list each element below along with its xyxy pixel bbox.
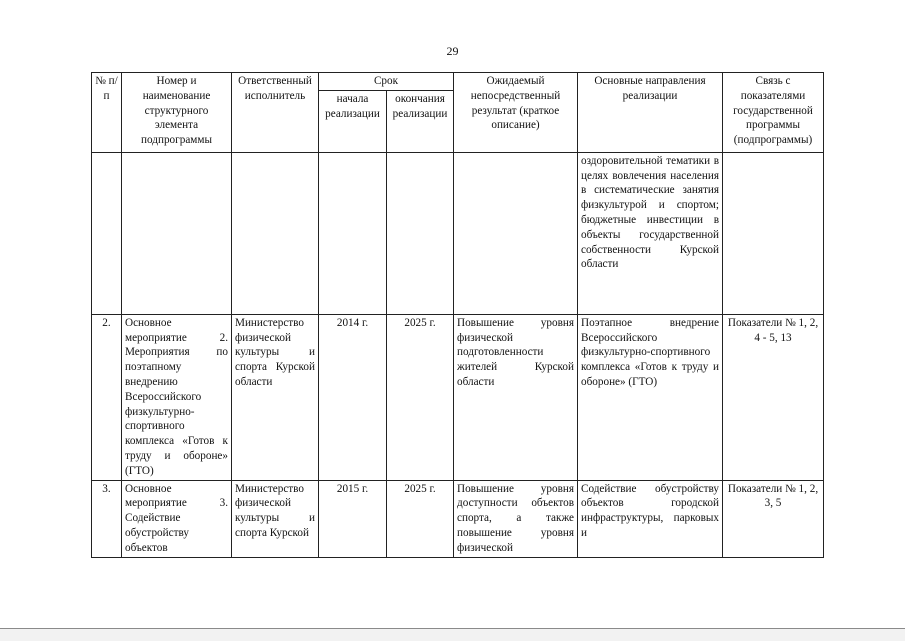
cell-directions: Поэтапное внедрение Всероссийского физкультурно-спортивного комплекса «Готов к труду и обороне» (ГТО)	[578, 314, 723, 480]
cell-end: 2025 г.	[387, 480, 454, 557]
cell-num	[92, 152, 122, 314]
cell-num: 2.	[92, 314, 122, 480]
scan-bottom-edge	[0, 628, 905, 641]
cell-directions: Содействие обустройству объектов городской инфраструктуры, парковых и	[578, 480, 723, 557]
cell-start: 2015 г.	[319, 480, 387, 557]
cell-link: Показатели № 1, 2, 4 - 5, 13	[723, 314, 824, 480]
page-number: 29	[446, 44, 459, 58]
cell-executor: Министерство физической культуры и спорта Курской	[232, 480, 319, 557]
header-term: Срок	[319, 73, 454, 91]
table-row	[92, 480, 824, 557]
cell-result	[454, 152, 578, 314]
cell-link: Показатели № 1, 2, 3, 5	[723, 480, 824, 557]
header-row	[92, 73, 824, 91]
header-executor: Ответственный исполнитель	[232, 73, 319, 153]
header-num: № п/п	[92, 73, 122, 153]
cell-start	[319, 152, 387, 314]
cell-end: 2025 г.	[387, 314, 454, 480]
header-link: Связь с показателями государственной программы (подпрограммы)	[723, 73, 824, 153]
cell-result: Повышение уровня доступности объектов спорта, а также повышение уровня физической	[454, 480, 578, 557]
program-table	[91, 72, 824, 558]
cell-executor: Министерство физической культуры и спорта Курской области	[232, 314, 319, 480]
header-result: Ожидаемый непосредственный результат (краткое описание)	[454, 73, 578, 153]
table-row	[92, 152, 824, 314]
cell-result: Повышение уровня физической подготовленности жителей Курской области	[454, 314, 578, 480]
cell-num: 3.	[92, 480, 122, 557]
cell-start: 2014 г.	[319, 314, 387, 480]
cell-executor	[232, 152, 319, 314]
table-row	[92, 314, 824, 480]
cell-element	[122, 152, 232, 314]
header-directions: Основные направления реализации	[578, 73, 723, 153]
header-element: Номер и наименование структурного элемента подпрограммы	[122, 73, 232, 153]
header-term-end: окончания реализации	[387, 90, 454, 152]
header-term-start: начала реализации	[319, 90, 387, 152]
cell-directions: оздоровительной тематики в целях вовлечения населения в систематические занятия физкультурой и спортом; бюджетные инвестиции в объекты государственной собственности Курской области	[578, 152, 723, 314]
cell-end	[387, 152, 454, 314]
cell-element: Основное мероприятие 2. Мероприятия по поэтапному внедрению Всероссийского физкультурно-спортивного комплекса «Готов к труду и обороне» (ГТО)	[122, 314, 232, 480]
cell-element: Основное мероприятие 3. Содействие обустройству объектов	[122, 480, 232, 557]
cell-link	[723, 152, 824, 314]
